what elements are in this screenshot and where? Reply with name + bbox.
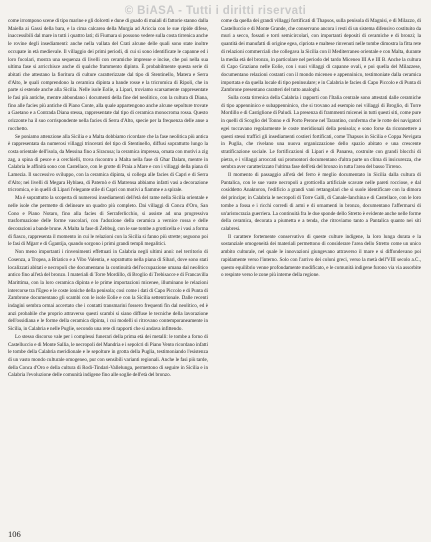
page-number: 106 bbox=[8, 529, 21, 539]
paragraph: come da quella dei grandi villaggi fortificati di Thapsos, sulla penisola di Magnisi, e di Milazzo, di Castelluccio e di Monte Grande, che conservano ancora i resti di un sistema difensivo costituito da muri a secco, fossati e torri semicircolari, con importanti depositi di ceramiche e di bronzi; la quantità dei manufatti di origine egea, cipriota e maltese rinvenuti nelle tombe dimostra la fitta rete di relazioni commerciali che collegava la Sicilia con il Mediterraneo orientale e con Malta, durante la media età del bronzo, in particolare nel periodo del tardo Miceneo III A e III B. Anche la cultura di Capo Graziano nelle Eolie, con i suoi villaggi di capanne ovali, e poi quella del Milazzese, documentano relazioni costanti con il mondo miceneo e appenninico, testimoniate dalla ceramica importata e da quella locale di tipo peninsulare; e in Calabria le facies di Capo Piccolo e di Punta di Zambrone presentano caratteri del tutto analoghi. bbox=[221, 18, 421, 94]
paragraph: Lo stesso discorso vale per i complessi funerari della prima età dei metalli: le tombe a forno di Castelluccio e di Monte Sallia, le necropoli del Mandria e i sepolcri di Piano Vento ricordano infatti le tombe della Calabria meridionale e le sepolture in grotta della Puglia, testimoniando l'esistenza di un vasto mondo culturale omogeneo, pur con sensibili varianti regionali. Anche le fasi più tarde, della Conca d'Oro e della cultura di Rodì-Tindari-Vallelunga, permettono di seguire in Sicilia e in Calabria l'evoluzione delle comunità indigene fino alle soglie dell'età del bronzo. bbox=[8, 333, 208, 379]
watermark: © BiASA - Tutti i diritti riservati bbox=[124, 5, 307, 17]
paragraph: come irrompono scene di tipo marine e gli dolcetti e dune di guado di maiali di fattorie stanno dalla Maiella ai Gassi della bara, e la cima calcarea della Murgia ad Ariccia con le sue ripide difese, inaccessibili dal mare in tutti i quattro lati; di Fiumara si possono vedere sulla costa tirrenica anche le rovine degli insediamenti: anche nella vallata del Crati alcune delle quali sono state inoltre occupate in età medievale. Il villaggio dei primi periodi, di cui si sono identificate le capanne ed i loro focolari, mostra una sequenza di livelli con ceramiche impresse e incise, che poi nella sua ultima fase si arricchisce anche di qualche frammento dipinto. È probabilmente questa serie di abitati che attestano la fioritura di culture caratterizzate dal tipo di Stentinello, Matera e Serra d'Alto, le quali comprendono la ceramica dipinta a bande rosse e la tricromica di Ripoli, che in parte si estende anche alla Sicilia. Nelle isole Eolie, a Lipari, troviamo scarsamente rappresentate le fasi più antiche, mentre abbondano i documenti della fine del neolitico, con la cultura di Diana, fino alle facies più antiche di Piano Conte, alla quale appartengono anche alcune sepolture trovate a Gaetano e a Contrada Diana stessa, rappresentate dal tipo di ceramica monocroma rossa. Questo orizzonte ha il suo corrispondente nella facies di Serra d'Alto, specie per la frequenza delle anse a rocchetto. bbox=[8, 18, 208, 132]
paragraph: Non meno importanti i rinvenimenti effettuati in Calabria negli ultimi anni: nel territorio di Cosenza, a Tropea, a Briatico e a Vibo Valentia, e soprattutto nella piana di Sibari, dove sono stati localizzati abitati e necropoli che documentano la continuità dell'occupazione umana dal neolitico antico fino all'età del bronzo. I materiali di Torre Mordillo, di Broglio di Trebisacce e di Francavilla Marittima, con la loro ceramica dipinta e le prime importazioni micenee, illuminano le relazioni intercorse tra l'Egeo e le coste ioniche della penisola; così come i dati di Capo Piccolo e di Punta di Zambrone documentano gli scambi con le isole Eolie e con la Sicilia settentrionale. Dalle recenti indagini sembra ormai accertato che i contatti transmarini fossero frequenti fin dal neolitico, ed è anzi probabile che proprio attraverso questi scambi si siano diffuse le tecniche della lavorazione dell'ossidiana e le forme della ceramica dipinta, i cui modelli si ritrovano contemporaneamente in Sicilia, in Calabria e nelle Puglie, secondo una rete di rapporti che si andava infittendo. bbox=[8, 249, 208, 333]
paragraph: Il momento di passaggio all'età del ferro è meglio documentato in Sicilia dalla cultura di Pantalica, con le sue vaste necropoli a grotticella artificiale scavate nelle pareti rocciose, e dal cosiddetto Anaktoron, l'edificio a grandi vani rettangolari che si suole identificare con la dimora del principe; in Calabria le necropoli di Torre Galli, di Canale-Ianchina e di Castellace, con le loro tombe a fossa e i ricchi corredi di armi e di ornamenti in bronzo, documentano l'affermarsi di un'aristocrazia guerriera. La continuità fra le due sponde dello Stretto è evidente anche nelle forme della ceramica, decorata a piumetta e a tenda, che ritroviamo tanto a Pantalica quanto nei siti calabresi. bbox=[221, 172, 421, 232]
paragraph: Se poniamo attenzione alla Sicilia e a Malta dobbiamo ricordare che la fase neolitica più antica è rappresentata da numerosi villaggi trincerati del tipo di Stentinello, diffusi soprattutto lungo la costa orientale dell'isola, da Messina fino a Siracusa; la ceramica impressa, ornata con motivi a zig zag, a spina di pesce e a cerchielli, trova riscontro a Malta nella fase di Għar Dalam, mentre in Calabria le affinità sono con Castellace, con le grotte di Praia a Mare e con i villaggi della piana di Lamezia. Il successivo sviluppo, con la ceramica dipinta, si collega alle facies di Capri e di Serra d'Alto; nei livelli di Megara Hyblaea, di Paternò e di Matrensa abbiamo infatti vasi a decorazione tricromica, e in quelli di Lipari l'elegante stile di Capri con motivi a fiamme e a spirale. bbox=[8, 133, 208, 194]
paragraph: Il carattere fortemente conservativo di queste culture indigene, la loro lunga durata e la sostanziale omogeneità dei materiali permettono di considerare l'area dello Stretto come un unico ambito culturale, nel quale le innovazioni giungevano attraverso il mare e si diffondevano poi rapidamente verso l'interno. Solo con l'arrivo dei coloni greci, verso la metà dell'VIII secolo a.C., questo equilibrio venne profondamente modificato, e le comunità indigene furono via via assorbite o respinte verso le zone più interne della regione. bbox=[221, 233, 421, 279]
paragraph: Ma è soprattutto la scoperta di numerosi insediamenti dell'età del rame nella Sicilia orientale e nelle isole che permette di delineare un quadro più completo. Dai villaggi di Conca d'Oro, San Cono e Piano Notaro, fino alla facies di Serraferlicchio, si assiste ad una progressiva trasformazione delle forme vascolari, con l'adozione della ceramica a vernice rossa e delle decorazioni a bande brune. A Malta la fase di Żebbuġ, con le sue tombe a grotticella e i vasi a forma di fiasco, rappresenta il momento in cui le relazioni con la Sicilia si fanno più strette; seguono poi le fasi di Mġarr e di Ġgantija, quando sorgono i primi grandi templi megalitici. bbox=[8, 195, 208, 248]
text-column-left bbox=[8, 18, 208, 380]
paragraph: Sulla costa tirrenica della Calabria i rapporti con l'Italia centrale sono attestati dalle ceramiche di tipo appenninico e subappenninico, che si trovano ad esempio nei villaggi di Broglio, di Torre Mordillo e di Castiglione di Paludi. La presenza di frammenti micenei in tutti questi siti, come pure in quelli di Scoglio del Tonno e di Porto Perone nel Tarantino, conferma che le rotte dei navigatori egei toccavano regolarmente le coste meridionali della penisola; e sono forse da riconnettere a questi stessi traffici gli insediamenti costieri fortificati, come Thapsos in Sicilia e Coppa Nevigata in Puglia, che rivelano una nuova organizzazione dello spazio abitato e una crescente stratificazione sociale. Le fortificazioni di Lipari e di Panarea, costruite con grandi blocchi di pietra, e i villaggi arroccati sui promontori documentano d'altra parte un clima di insicurezza, che sembra aver caratterizzato l'ultima fase dell'età del bronzo in tutta l'area del basso Tirreno. bbox=[221, 95, 421, 171]
text-column-right bbox=[221, 18, 421, 280]
